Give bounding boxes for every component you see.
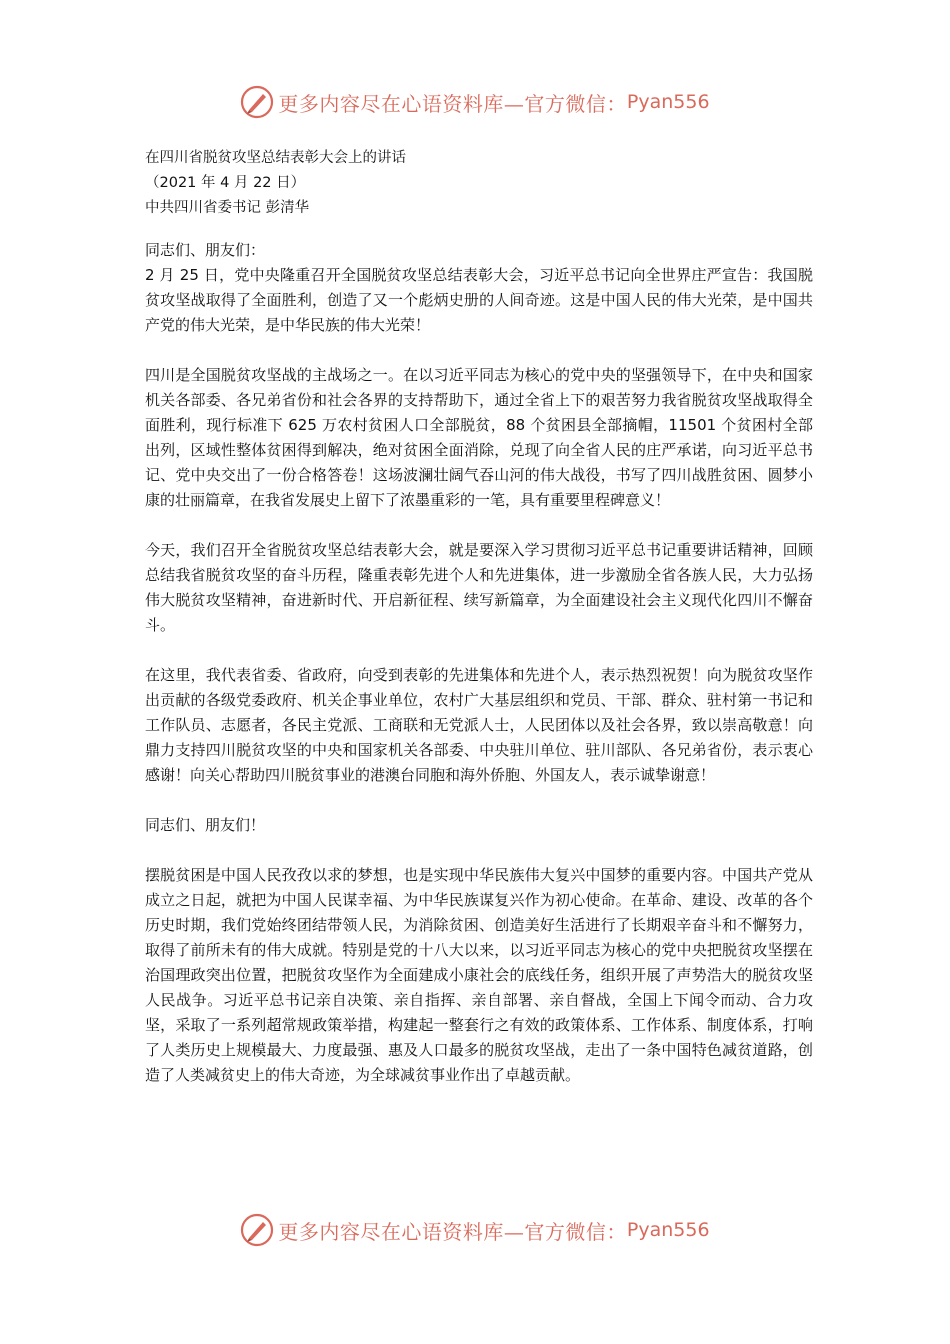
pen-logo-icon [240,85,274,119]
speech-date: （2021 年 4 月 22 日） [145,175,306,191]
paragraph: 在这里，我代表省委、省政府，向受到表彰的先进集体和先进个人，表示热烈祝贺！向为脱贫攻坚作出贡献的各级党委政府、机关企事业单位，农村广大基层组织和党员、干部、群众、驻村第一书记和工作队员、志愿者，各民主党派、工商联和无党派人士，人民团体以及社会各界，致以崇高敬意！向鼎力支持四川脱贫攻坚的中央和国家机关各部委、中央驻川单位、驻川部队、各兄弟省份，表示衷心感谢！向关心帮助四川脱贫事业的港澳台同胞和海外侨胞、外国友人，表示诚挚谢意！ [145,666,813,784]
banner-text: 更多内容尽在心语资料库—官方微信： [278,91,627,116]
paragraph: 今天，我们召开全省脱贫攻坚总结表彰大会，就是要深入学习贯彻习近平总书记重要讲话精神，回顾总结我省脱贫攻坚的奋斗历程，隆重表彰先进个人和先进集体，进一步激励全省各族人民，大力弘扬伟大脱贫攻坚精神，奋进新时代、开启新征程、续写新篇章，为全面建设社会主义现代化四川不懈奋斗。 [145,541,813,634]
salutation-repeat: 同志们、朋友们！ [145,816,266,834]
bottom-banner [0,1210,950,1250]
top-banner [0,82,950,122]
document-body [145,146,813,1113]
speech-author: 中共四川省委书记 彭清华 [145,200,310,216]
pen-logo-icon [240,1213,274,1247]
paragraph: 摆脱贫困是中国人民孜孜以求的梦想，也是实现中华民族伟大复兴中国梦的重要内容。中国共产党从成立之日起，就把为中国人民谋幸福、为中华民族谋复兴作为初心使命。在革命、建设、改革的各个历史时期，我们党始终团结带领人民，为消除贫困、创造美好生活进行了长期艰辛奋斗和不懈努力，取得了前所未有的伟大成就。特别是党的十八大以来，以习近平同志为核心的党中央把脱贫攻坚摆在治国理政突出位置，把脱贫攻坚作为全面建成小康社会的底线任务，组织开展了声势浩大的脱贫攻坚人民战争。习近平总书记亲自决策、亲自指挥、亲自部署、亲自督战，全国上下闻令而动、合力攻坚，采取了一系列超常规政策举措，构建起一整套行之有效的政策体系、工作体系、制度体系，打响了人类历史上规模最大、力度最强、惠及人口最多的脱贫攻坚战，走出了一条中国特色减贫道路，创造了人类减贫史上的伟大奇迹，为全球减贫事业作出了卓越贡献。 [145,866,813,1084]
banner-text: 更多内容尽在心语资料库—官方微信： [278,1219,627,1244]
banner-wechat-id: Pyan556 [626,91,710,113]
paragraph: 2 月 25 日，党中央隆重召开全国脱贫攻坚总结表彰大会，习近平总书记向全世界庄严宣告：我国脱贫攻坚战取得了全面胜利，创造了又一个彪炳史册的人间奇迹。这是中国人民的伟大光荣，是中国共产党的伟大光荣，是中华民族的伟大光荣！ [145,266,813,334]
salutation: 同志们、朋友们： [145,241,266,259]
paragraph: 四川是全国脱贫攻坚战的主战场之一。在以习近平同志为核心的党中央的坚强领导下，在中央和国家机关各部委、各兄弟省份和社会各界的支持帮助下，通过全省上下的艰苦努力我省脱贫攻坚战取得全面胜利，现行标准下 625 万农村贫困人口全部脱贫，88 个贫困县全部摘帽，11501 个贫困村全部出列，区域性整体贫困得到解决，绝对贫困全面消除，兑现了向全省人民的庄严承诺，向习近平总书记、党中央交出了一份合格答卷！这场波澜壮阔气吞山河的伟大战役，书写了四川战胜贫困、圆梦小康的壮丽篇章，在我省发展史上留下了浓墨重彩的一笔，具有重要里程碑意义！ [145,366,813,509]
banner-wechat-id: Pyan556 [626,1219,710,1241]
speech-title: 在四川省脱贫攻坚总结表彰大会上的讲话 [145,150,406,166]
